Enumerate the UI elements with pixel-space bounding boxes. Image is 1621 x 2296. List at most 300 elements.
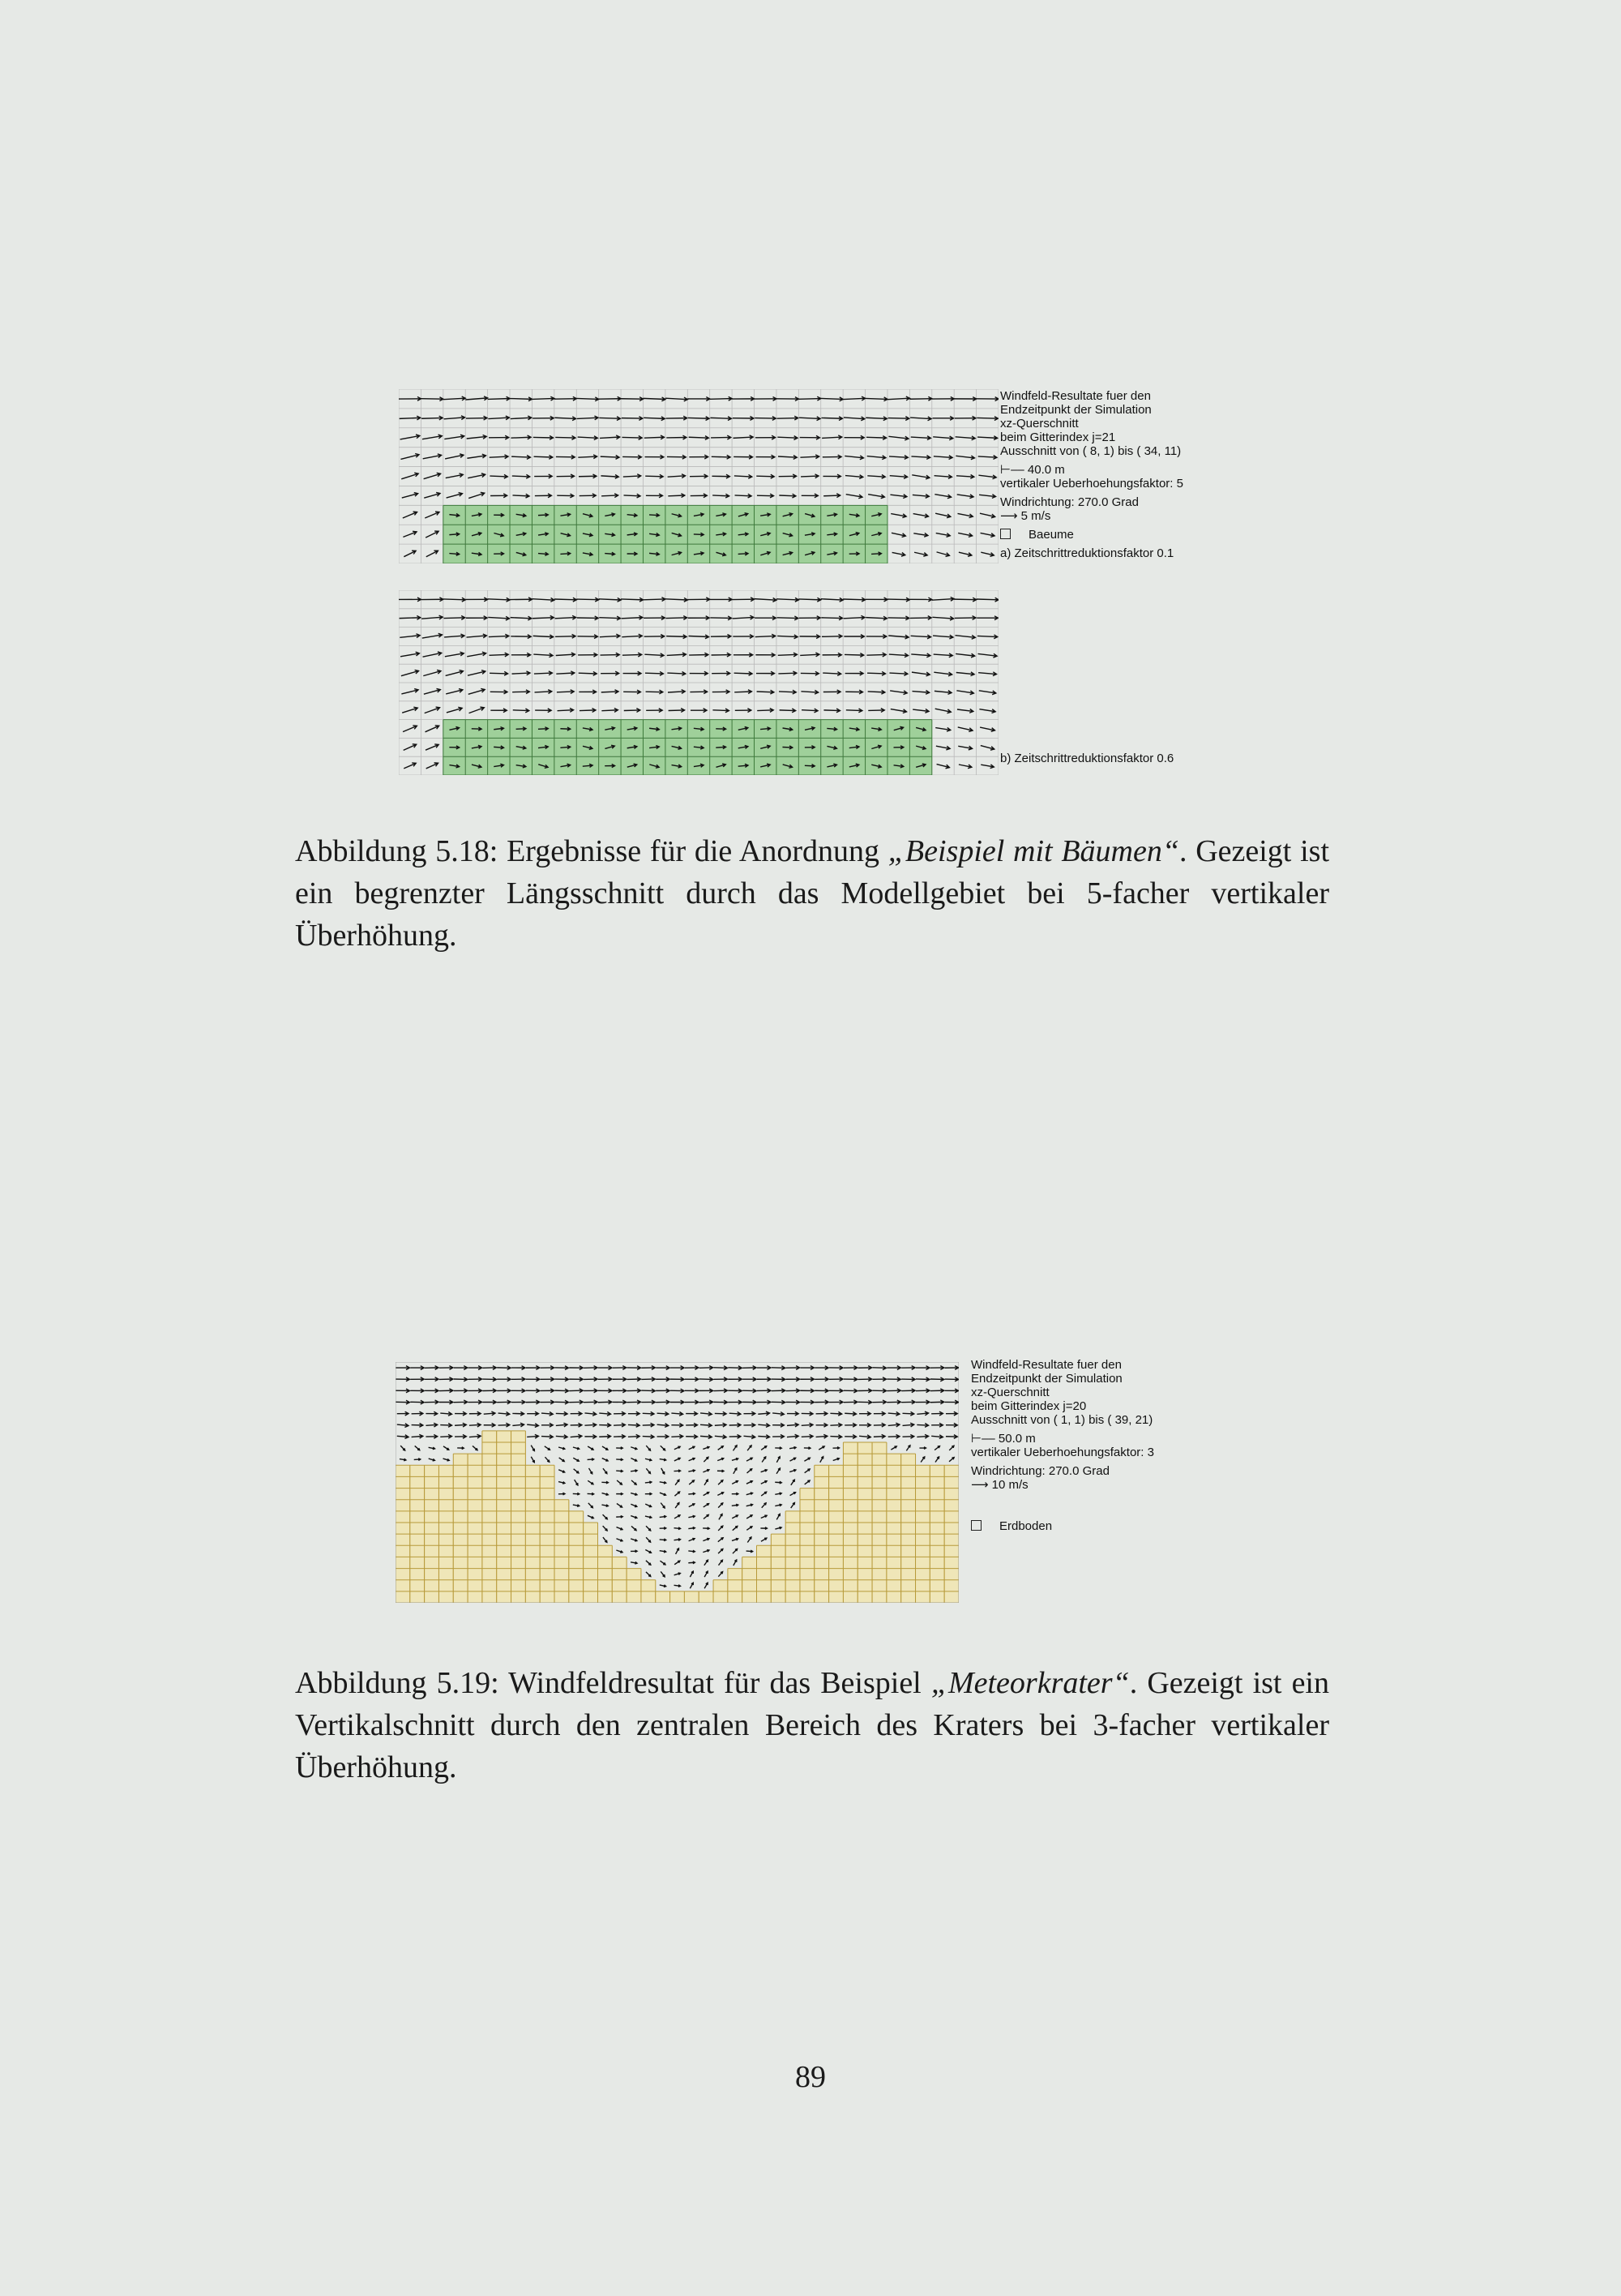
wind-arrow bbox=[912, 672, 930, 676]
wind-arrow bbox=[533, 653, 553, 658]
wind-arrow bbox=[616, 1470, 622, 1472]
wind-arrow bbox=[956, 691, 973, 695]
wind-arrow bbox=[829, 1366, 843, 1370]
wind-arrow bbox=[977, 616, 998, 620]
wind-arrow bbox=[887, 1400, 900, 1404]
wind-arrow bbox=[743, 1411, 755, 1416]
wind-arrow bbox=[601, 1505, 608, 1507]
wind-arrow bbox=[444, 416, 465, 420]
wind-arrow bbox=[489, 435, 509, 439]
soil-cell-column bbox=[627, 1569, 641, 1603]
wind-arrow bbox=[956, 436, 976, 440]
wind-arrow bbox=[805, 1480, 810, 1484]
soil-cell-column bbox=[887, 1454, 901, 1603]
wind-arrow bbox=[467, 652, 485, 657]
wind-arrow bbox=[490, 494, 507, 498]
wind-arrow bbox=[949, 1446, 954, 1450]
wind-arrow bbox=[732, 1481, 738, 1484]
wind-arrow bbox=[631, 1480, 636, 1484]
wind-arrow bbox=[761, 1492, 766, 1496]
wind-arrow bbox=[644, 616, 665, 620]
wind-arrow bbox=[936, 746, 950, 750]
wind-arrow bbox=[616, 1493, 622, 1495]
wind-arrow bbox=[656, 1389, 669, 1393]
wind-arrow bbox=[776, 598, 798, 602]
wind-arrow bbox=[424, 688, 440, 694]
wind-arrow bbox=[954, 397, 976, 401]
wind-arrow bbox=[800, 1389, 814, 1393]
wind-arrow bbox=[646, 1572, 651, 1577]
wind-arrow bbox=[498, 1423, 510, 1427]
wind-arrow bbox=[423, 454, 442, 459]
wind-arrow bbox=[400, 1446, 404, 1450]
wind-arrow bbox=[425, 512, 439, 518]
wind-arrow bbox=[396, 1389, 409, 1393]
legend-line: Endzeitpunkt der Simulation bbox=[1000, 403, 1152, 417]
wind-arrow bbox=[588, 1480, 593, 1484]
wind-arrow bbox=[911, 635, 931, 639]
wind-arrow bbox=[787, 1411, 798, 1416]
wind-arrow bbox=[916, 1377, 930, 1381]
wind-arrow bbox=[429, 1459, 435, 1461]
wind-arrow bbox=[646, 1537, 650, 1542]
wind-arrow bbox=[956, 456, 974, 460]
wind-arrow bbox=[704, 1571, 708, 1577]
wind-arrow bbox=[957, 709, 973, 713]
wind-arrow bbox=[660, 1539, 666, 1541]
wind-arrow bbox=[498, 1411, 510, 1416]
wind-arrow bbox=[891, 1446, 896, 1450]
wind-arrow bbox=[772, 1400, 785, 1404]
wind-arrow bbox=[734, 690, 751, 694]
legend-line: Endzeitpunkt der Simulation bbox=[971, 1372, 1123, 1386]
wind-arrow bbox=[599, 1411, 610, 1416]
wind-arrow bbox=[616, 1550, 622, 1553]
wind-arrow bbox=[541, 1423, 553, 1427]
wind-arrow bbox=[426, 1423, 437, 1427]
wind-arrow bbox=[468, 670, 485, 675]
legend-speed-value: 10 m/s bbox=[991, 1478, 1029, 1492]
wind-arrow bbox=[732, 598, 754, 602]
wind-arrow bbox=[888, 1434, 900, 1438]
wind-arrow bbox=[691, 494, 708, 498]
square-icon bbox=[1000, 529, 1011, 539]
legend-scale bbox=[1000, 463, 1183, 477]
wind-arrow bbox=[889, 653, 909, 658]
wind-arrow bbox=[666, 416, 687, 420]
wind-arrow bbox=[959, 552, 972, 556]
wind-arrow bbox=[425, 707, 440, 713]
wind-arrow bbox=[859, 1423, 870, 1427]
wind-arrow bbox=[712, 690, 729, 694]
wind-arrow bbox=[556, 455, 575, 459]
wind-arrow bbox=[601, 494, 618, 498]
wind-arrow bbox=[819, 1446, 824, 1450]
wind-arrow bbox=[579, 671, 597, 675]
wind-arrow bbox=[761, 1481, 767, 1484]
wind-arrow bbox=[699, 1377, 713, 1381]
wind-arrow bbox=[757, 1377, 771, 1381]
wind-arrow bbox=[643, 598, 665, 602]
wind-arrow bbox=[909, 396, 931, 401]
wind-arrow bbox=[903, 1423, 914, 1427]
wind-arrow bbox=[482, 1377, 496, 1381]
wind-arrow bbox=[830, 1411, 841, 1416]
wind-arrow bbox=[830, 1435, 841, 1439]
wind-arrow bbox=[422, 435, 442, 439]
wind-arrow bbox=[631, 1516, 637, 1519]
wind-arrow bbox=[622, 653, 642, 657]
wind-arrow bbox=[531, 1457, 534, 1463]
wind-arrow bbox=[645, 1493, 652, 1495]
legend-line: beim Gitterindex j=21 bbox=[1000, 430, 1116, 444]
wind-arrow bbox=[598, 1389, 612, 1393]
wind-arrow bbox=[755, 435, 776, 439]
wind-arrow bbox=[734, 1446, 738, 1451]
wind-arrow bbox=[584, 1377, 597, 1381]
wind-arrow bbox=[671, 1434, 682, 1438]
wind-arrow bbox=[646, 1446, 650, 1450]
legend-material bbox=[1000, 528, 1183, 542]
figure-caption-1 bbox=[295, 830, 1329, 957]
wind-arrow bbox=[887, 1377, 900, 1381]
wind-arrow bbox=[844, 1400, 858, 1404]
wind-arrow bbox=[569, 1366, 583, 1370]
wind-arrow bbox=[934, 672, 952, 676]
wind-arrow bbox=[556, 671, 574, 675]
wind-arrow bbox=[660, 1493, 665, 1495]
wind-arrow bbox=[465, 396, 487, 401]
wind-arrow bbox=[786, 1366, 800, 1370]
wind-arrow bbox=[641, 1400, 655, 1404]
wind-arrow bbox=[554, 598, 576, 602]
wind-arrow bbox=[780, 709, 796, 713]
wind-arrow bbox=[845, 456, 863, 460]
wind-arrow bbox=[888, 436, 909, 440]
wind-arrow bbox=[532, 416, 554, 420]
wind-arrow bbox=[717, 1493, 723, 1496]
wind-arrow bbox=[689, 436, 709, 440]
wind-arrow bbox=[700, 1412, 712, 1416]
wind-arrow bbox=[412, 1411, 423, 1416]
wind-arrow bbox=[815, 1377, 828, 1381]
wind-arrow bbox=[541, 1377, 554, 1381]
wind-arrow bbox=[446, 689, 463, 694]
wind-arrow bbox=[729, 1423, 741, 1427]
wind-arrow bbox=[772, 1389, 785, 1393]
wind-arrow bbox=[757, 1389, 771, 1393]
wind-arrow bbox=[641, 1366, 655, 1370]
wind-arrow bbox=[945, 1389, 959, 1393]
wind-arrow bbox=[873, 1389, 887, 1393]
wind-arrow bbox=[761, 1538, 767, 1541]
wind-arrow bbox=[622, 436, 642, 440]
wind-arrow bbox=[777, 635, 798, 639]
wind-arrow bbox=[554, 1366, 568, 1370]
wind-arrow bbox=[601, 1481, 608, 1484]
wind-arrow bbox=[623, 474, 641, 478]
wind-arrow bbox=[410, 1366, 424, 1370]
wind-arrow bbox=[569, 1400, 583, 1404]
wind-arrow bbox=[396, 1366, 409, 1370]
wind-arrow bbox=[400, 454, 419, 460]
wind-arrow bbox=[424, 473, 441, 478]
wind-arrow bbox=[802, 494, 819, 498]
wind-arrow bbox=[667, 653, 686, 657]
wind-arrow bbox=[688, 1470, 695, 1472]
wind-arrow bbox=[665, 397, 687, 401]
wind-arrow bbox=[704, 1560, 708, 1566]
wind-arrow bbox=[661, 1571, 665, 1576]
wind-arrow bbox=[579, 690, 596, 694]
wind-arrow bbox=[866, 436, 887, 440]
wind-arrow bbox=[541, 1435, 553, 1439]
wind-arrow bbox=[535, 690, 552, 694]
wind-arrow bbox=[400, 616, 421, 620]
wind-arrow bbox=[734, 671, 752, 675]
wind-arrow bbox=[578, 653, 597, 657]
wind-arrow bbox=[558, 1482, 565, 1484]
wind-arrow bbox=[778, 653, 798, 657]
wind-arrow bbox=[623, 671, 641, 675]
caption-text: . Gezeigt ist ein Vertikalschnitt durch den zentralen Bereich des Kraters bei 3-facher vertikaler Überhöhung. bbox=[295, 1666, 1329, 1784]
wind-arrow bbox=[858, 1389, 872, 1393]
wind-arrow bbox=[688, 616, 709, 620]
wind-arrow bbox=[616, 1447, 622, 1450]
wind-arrow bbox=[426, 550, 438, 557]
wind-arrow bbox=[732, 396, 754, 401]
wind-arrow bbox=[822, 634, 842, 638]
wind-arrow bbox=[846, 709, 862, 713]
wind-arrow bbox=[490, 709, 507, 713]
wind-arrow bbox=[935, 727, 951, 731]
wind-arrow bbox=[917, 1424, 928, 1428]
wind-arrow bbox=[440, 1423, 451, 1427]
wind-arrow bbox=[761, 1515, 767, 1518]
wind-arrow bbox=[511, 435, 531, 439]
wind-arrow bbox=[688, 1561, 695, 1564]
wind-arrow bbox=[641, 1389, 655, 1393]
wind-arrow bbox=[791, 1480, 795, 1485]
wind-arrow bbox=[704, 1504, 709, 1507]
wind-arrow bbox=[746, 1515, 752, 1519]
wind-arrow bbox=[447, 707, 462, 713]
wind-arrow bbox=[686, 1423, 697, 1427]
wind-arrow bbox=[497, 1400, 511, 1404]
wind-arrow bbox=[757, 709, 773, 713]
wind-arrow bbox=[425, 1366, 438, 1370]
wind-arrow bbox=[913, 709, 929, 713]
wind-arrow bbox=[946, 1435, 957, 1439]
wind-arrow bbox=[421, 598, 443, 602]
wind-arrow bbox=[868, 495, 884, 499]
wind-arrow bbox=[643, 1435, 654, 1439]
wind-arrow bbox=[631, 1504, 636, 1506]
wind-arrow bbox=[756, 671, 774, 675]
wind-arrow bbox=[512, 671, 530, 675]
wind-arrow bbox=[845, 671, 863, 675]
wind-arrow bbox=[867, 671, 885, 675]
wind-arrow bbox=[776, 397, 798, 401]
wind-arrow bbox=[700, 1424, 712, 1428]
wind-arrow bbox=[469, 1423, 481, 1427]
wind-arrow bbox=[624, 709, 640, 713]
wind-arrow bbox=[949, 1458, 954, 1462]
wind-arrow bbox=[734, 653, 753, 657]
wind-arrow bbox=[473, 1446, 477, 1450]
wind-arrow bbox=[775, 1493, 781, 1495]
wind-arrow bbox=[527, 1434, 538, 1438]
wind-arrow bbox=[447, 493, 463, 499]
wind-arrow bbox=[712, 455, 730, 459]
wind-arrow bbox=[426, 744, 438, 750]
wind-arrow bbox=[787, 1434, 798, 1438]
wind-field-plot-a bbox=[399, 389, 999, 563]
wind-arrow bbox=[396, 1377, 409, 1381]
wind-arrow bbox=[932, 416, 953, 420]
wind-arrow bbox=[489, 653, 508, 657]
wind-arrow bbox=[800, 1400, 814, 1404]
wind-arrow bbox=[757, 494, 774, 498]
wind-arrow bbox=[778, 456, 797, 460]
wind-arrow bbox=[631, 1458, 636, 1461]
legend-line: Windfeld-Resultate fuer den bbox=[1000, 389, 1151, 403]
wind-arrow bbox=[510, 397, 532, 401]
wind-arrow bbox=[588, 1459, 594, 1461]
wind-arrow bbox=[598, 1400, 612, 1404]
wind-arrow bbox=[526, 1377, 540, 1381]
wind-arrow bbox=[490, 455, 508, 459]
wind-arrow bbox=[670, 1377, 684, 1381]
wind-arrow bbox=[674, 1492, 679, 1496]
wind-arrow bbox=[844, 1366, 858, 1370]
wind-arrow bbox=[746, 1527, 752, 1531]
wind-arrow bbox=[981, 533, 994, 537]
wind-arrow bbox=[584, 1435, 596, 1439]
wind-arrow bbox=[402, 707, 417, 713]
wind-arrow bbox=[656, 1400, 669, 1404]
wind-arrow bbox=[617, 1480, 622, 1484]
wind-arrow bbox=[423, 652, 442, 657]
wind-arrow bbox=[439, 1400, 453, 1404]
wind-arrow bbox=[534, 455, 553, 459]
wind-arrow bbox=[426, 726, 439, 732]
wind-arrow bbox=[455, 1411, 466, 1416]
wind-arrow bbox=[669, 709, 685, 713]
wind-arrow bbox=[415, 1446, 420, 1450]
wind-arrow bbox=[729, 1411, 741, 1416]
wind-arrow bbox=[821, 598, 843, 602]
wind-arrow bbox=[746, 1550, 753, 1553]
wind-arrow bbox=[955, 416, 976, 420]
wind-arrow bbox=[715, 1423, 726, 1427]
wind-arrow bbox=[674, 1561, 680, 1564]
wind-arrow bbox=[914, 552, 927, 556]
figure2-legend bbox=[971, 1358, 1154, 1533]
wind-arrow bbox=[758, 1411, 769, 1416]
wind-arrow bbox=[829, 1389, 843, 1393]
wind-arrow bbox=[644, 653, 664, 658]
wind-arrow bbox=[823, 709, 840, 713]
wind-arrow bbox=[622, 417, 643, 421]
wind-arrow bbox=[623, 690, 640, 694]
wind-arrow bbox=[598, 1377, 612, 1381]
wind-arrow bbox=[467, 435, 487, 439]
wind-arrow bbox=[602, 1493, 609, 1496]
wind-arrow bbox=[401, 670, 419, 675]
wind-arrow bbox=[511, 1400, 525, 1404]
wind-arrow bbox=[404, 763, 416, 769]
wind-arrow bbox=[531, 1446, 534, 1451]
wind-arrow bbox=[930, 1377, 944, 1381]
wind-arrow bbox=[713, 1400, 727, 1404]
wind-arrow bbox=[643, 1411, 654, 1416]
wind-arrow bbox=[534, 474, 552, 478]
wind-arrow bbox=[660, 1481, 666, 1484]
wind-arrow bbox=[511, 456, 530, 460]
legend-line: Windrichtung: 270.0 Grad bbox=[1000, 495, 1139, 509]
wind-arrow bbox=[588, 1493, 594, 1495]
wind-arrow bbox=[534, 671, 552, 675]
wind-arrow bbox=[613, 1366, 627, 1370]
wind-arrow bbox=[624, 494, 641, 498]
wind-arrow bbox=[932, 597, 954, 601]
wind-arrow bbox=[599, 616, 620, 620]
wind-arrow bbox=[776, 1468, 780, 1474]
wind-arrow bbox=[685, 1366, 699, 1370]
wind-arrow bbox=[917, 1434, 928, 1438]
wind-arrow bbox=[426, 763, 438, 769]
wind-arrow bbox=[833, 1458, 840, 1460]
wind-arrow bbox=[668, 690, 685, 694]
caption-italic: „Meteorkrater“ bbox=[930, 1666, 1130, 1700]
wind-arrow bbox=[535, 494, 552, 498]
wind-arrow bbox=[887, 396, 909, 401]
wind-arrow bbox=[689, 1538, 695, 1540]
wind-arrow bbox=[901, 1389, 915, 1393]
wind-arrow bbox=[777, 416, 798, 420]
wind-arrow bbox=[823, 494, 840, 498]
wind-arrow bbox=[645, 1516, 652, 1519]
wind-arrow bbox=[554, 396, 576, 401]
wind-arrow bbox=[665, 598, 687, 602]
wind-arrow bbox=[532, 396, 554, 401]
wind-arrow bbox=[527, 1411, 538, 1416]
wind-arrow bbox=[616, 1516, 622, 1519]
wind-arrow bbox=[468, 1400, 482, 1404]
wind-arrow bbox=[779, 494, 796, 498]
wind-arrow bbox=[439, 1389, 453, 1393]
wind-arrow bbox=[901, 1377, 915, 1381]
wind-arrow bbox=[845, 1435, 856, 1439]
wind-arrow bbox=[906, 1446, 910, 1451]
wind-arrow bbox=[747, 1446, 751, 1450]
wind-arrow bbox=[425, 1400, 438, 1404]
wind-arrow bbox=[689, 1480, 694, 1484]
wind-arrow bbox=[711, 435, 731, 439]
wind-arrow bbox=[733, 615, 754, 619]
wind-arrow bbox=[704, 1514, 708, 1519]
caption-text: Abbildung 5.18: Ergebnisse für die Anordnung bbox=[295, 834, 888, 868]
panel-b-label: b) Zeitschrittreduktionsfaktor 0.6 bbox=[1000, 752, 1174, 765]
wind-arrow bbox=[446, 473, 464, 478]
wind-arrow bbox=[859, 1411, 870, 1416]
wind-arrow bbox=[631, 1493, 637, 1496]
wind-arrow bbox=[545, 1446, 550, 1450]
wind-arrow bbox=[932, 616, 953, 620]
wind-arrow bbox=[468, 492, 485, 498]
wind-arrow bbox=[911, 436, 931, 440]
